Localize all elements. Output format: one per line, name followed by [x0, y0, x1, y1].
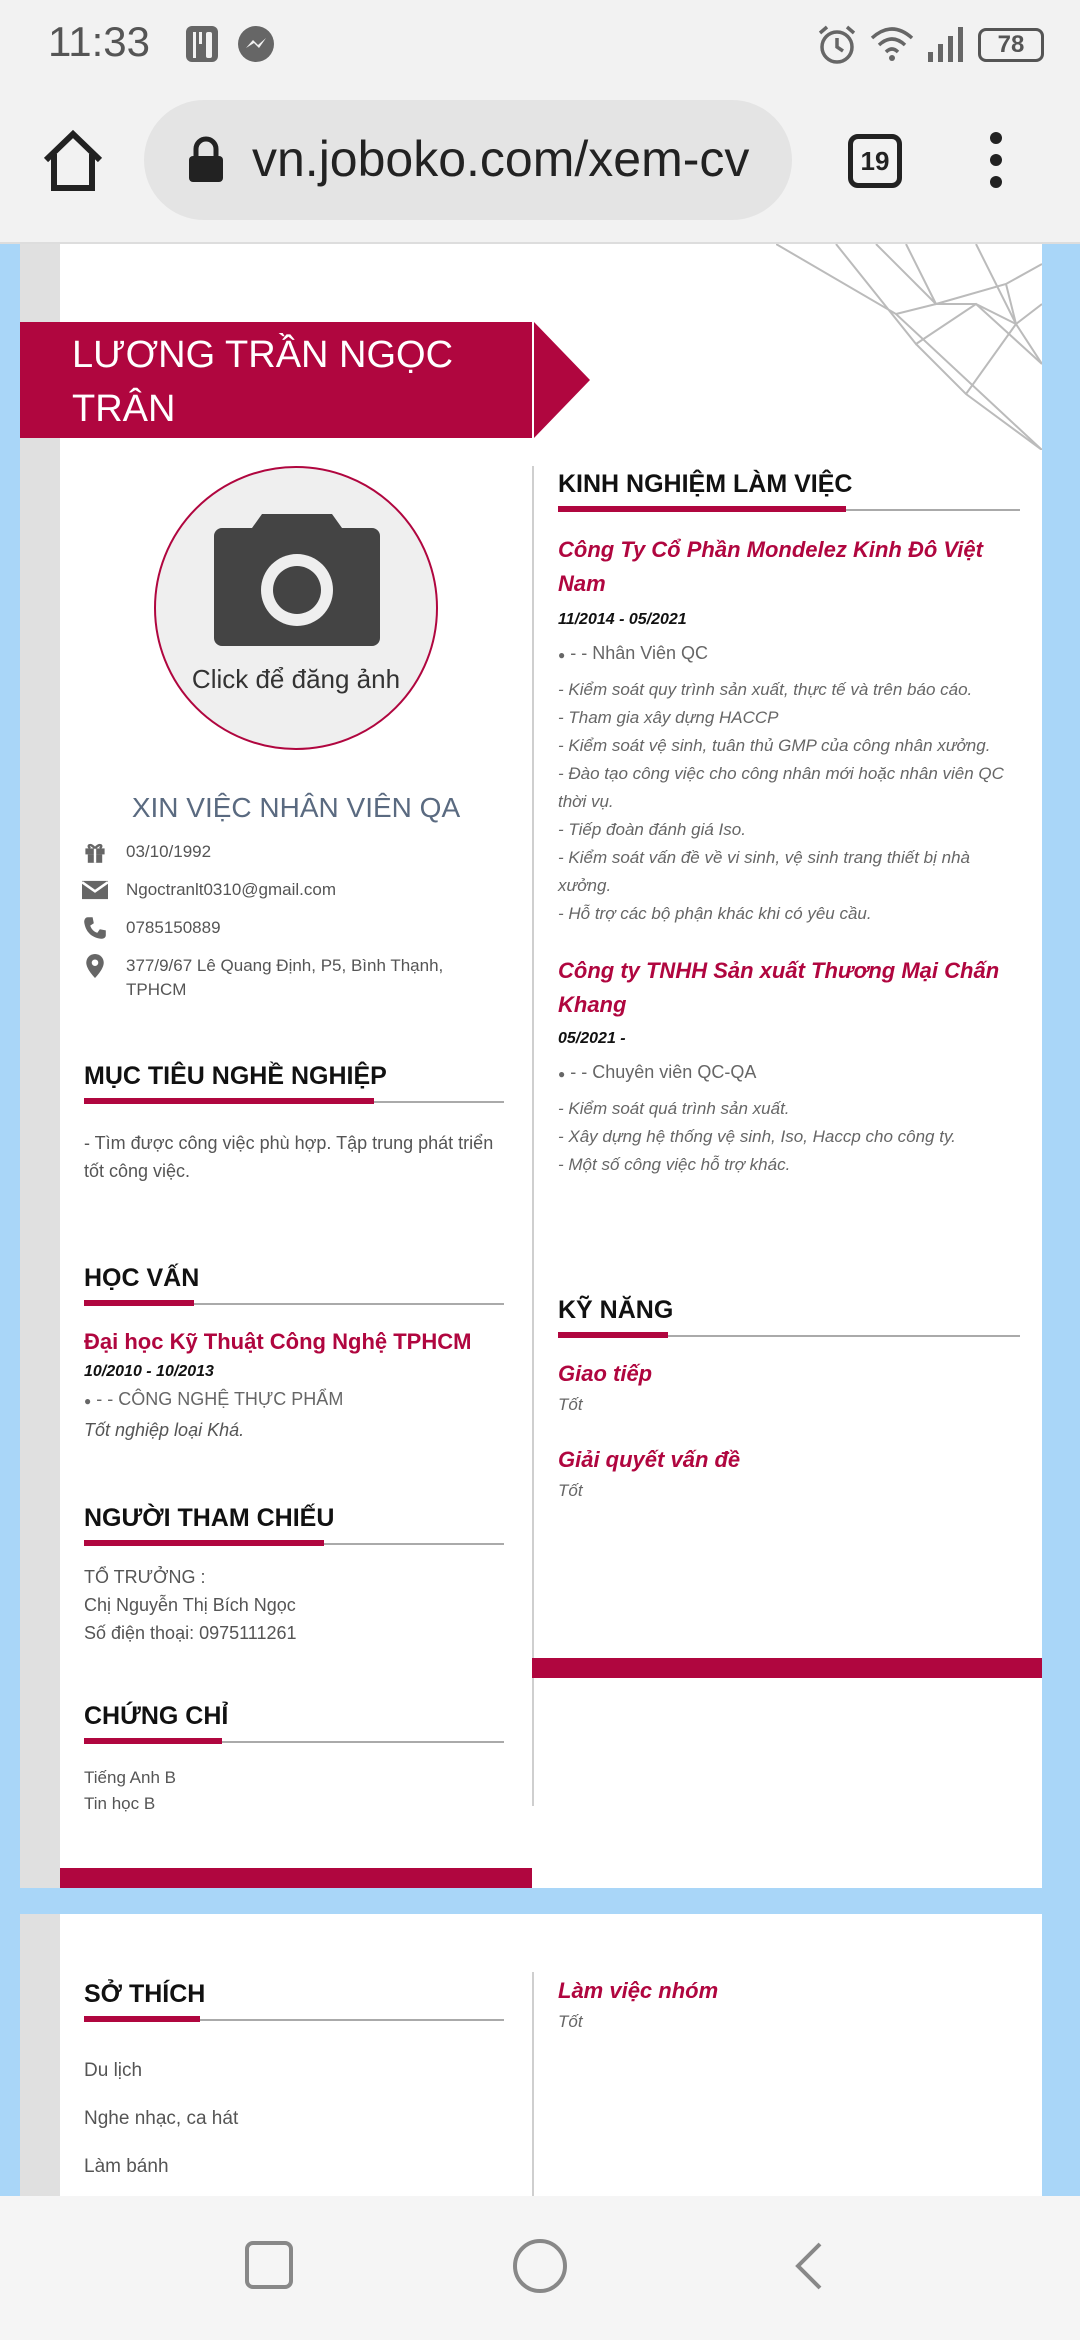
skill-level: Tốt [558, 1395, 583, 1414]
role-text: - - Chuyên viên QC-QA [570, 1062, 757, 1082]
duty-item: - Kiểm soát vệ sinh, tuân thủ GMP của công nhân xưởng. [558, 736, 991, 755]
phone-value: 0785150889 [126, 918, 221, 937]
phone-icon [82, 916, 108, 940]
contact-email [82, 878, 502, 902]
left-strip [20, 1914, 60, 2204]
certificates-list [84, 1765, 504, 1817]
accent-bar [532, 1658, 1042, 1678]
certificate-item: Tin học B [84, 1794, 156, 1813]
hobby-item: Nghe nhạc, ca hát [84, 2108, 239, 2129]
contact-address [82, 954, 502, 1002]
job-entry [558, 954, 1020, 1179]
duty-item: - Kiểm soát quá trình sản xuất. [558, 1099, 790, 1118]
experience-section [558, 470, 1020, 1179]
gift-icon [82, 840, 108, 864]
back-icon[interactable] [790, 2240, 826, 2292]
section-underline [84, 1303, 504, 1305]
contact-phone [82, 916, 502, 940]
camera-icon [212, 506, 382, 646]
url-text: vn.joboko.com/xem-cv [252, 131, 750, 187]
job-dates: 05/2021 - [558, 1030, 626, 1047]
job-role: ● - - Nhân Viên QC [558, 643, 708, 663]
job-duties [558, 676, 1020, 928]
certificates-heading: CHỨNG CHỈ [84, 1702, 229, 1730]
email-value: Ngoctranlt0310@gmail.com [126, 880, 337, 899]
objective-section [84, 1062, 504, 1185]
certificates-section [84, 1702, 504, 1817]
job-title: XIN VIỆC NHÂN VIÊN QA [131, 792, 461, 823]
section-underline [84, 1543, 504, 1545]
duty-item: - Tiếp đoàn đánh giá Iso. [558, 820, 746, 839]
column-divider [532, 466, 534, 1806]
education-major: ● - - CÔNG NGHỆ THỰC PHẨM [84, 1389, 344, 1409]
hobbies-list [84, 2047, 504, 2191]
reference-section [84, 1504, 504, 1647]
reference-heading: NGƯỜI THAM CHIẾU [84, 1504, 335, 1532]
name-banner-arrow [534, 322, 590, 438]
skill-name: Làm việc nhóm [558, 1978, 719, 2003]
cv-page-2 [20, 1914, 1042, 2204]
contact-birthday [82, 840, 502, 864]
job-dates: 11/2014 - 05/2021 [558, 611, 687, 628]
messenger-icon [236, 24, 276, 64]
envelope-icon [82, 878, 108, 902]
job-role: ● - - Chuyên viên QC-QA [558, 1062, 757, 1082]
avatar-upload-label: Click để đăng ảnh [191, 664, 401, 694]
address-bar[interactable] [144, 100, 792, 220]
cv-page [20, 244, 1042, 1888]
major-text: - - CÔNG NGHỆ THỰC PHẨM [96, 1389, 344, 1409]
certificate-item: Tiếng Anh B [84, 1768, 176, 1787]
address-value: 377/9/67 Lê Quang Định, P5, Bình Thạnh, TPHCM [126, 956, 444, 999]
objective-text: - Tìm được công việc phù hợp. Tập trung phát triển tốt công việc. [84, 1133, 494, 1181]
duty-item: - Xây dựng hệ thống vệ sinh, Iso, Haccp cho công ty. [558, 1127, 956, 1146]
duty-item: - Hỗ trợ các bộ phận khác khi có yêu cầu. [558, 904, 872, 923]
hobbies-heading: SỞ THÍCH [84, 1980, 206, 2008]
battery-indicator [978, 28, 1044, 62]
contact-list [82, 840, 502, 1016]
education-section [84, 1264, 504, 1444]
navigation-bar [0, 2196, 1080, 2340]
home-nav-icon[interactable] [512, 2238, 568, 2294]
company-name: Công ty TNHH Sản xuất Thương Mại Chấn Khang [558, 958, 1000, 1017]
education-dates: 10/2010 - 10/2013 [84, 1363, 214, 1380]
section-underline [84, 1101, 504, 1103]
section-underline [558, 1335, 1020, 1337]
wifi-icon [868, 24, 916, 64]
candidate-name: LƯƠNG TRẦN NGỌC TRÂN [72, 334, 454, 430]
company-name: Công Ty Cổ Phần Mondelez Kinh Đô Việt Nam [558, 537, 983, 596]
experience-heading: KINH NGHIỆM LÀM VIỆC [558, 470, 853, 498]
alarm-icon [816, 24, 858, 66]
avatar-upload[interactable] [154, 466, 438, 750]
section-underline [84, 2019, 504, 2021]
skill-name: Giao tiếp [558, 1361, 653, 1386]
left-strip [20, 244, 60, 1888]
map-pin-icon [82, 954, 108, 978]
more-options-icon[interactable] [988, 130, 1004, 190]
browser-toolbar [0, 90, 1080, 244]
skills-section [558, 1296, 1020, 1505]
name-banner [20, 322, 532, 438]
duty-item: - Kiểm soát vấn đề về vi sinh, vệ sinh trang thiết bị nhà xưởng. [558, 848, 971, 895]
hobbies-section [84, 1980, 504, 2191]
battery-level: 78 [997, 31, 1025, 58]
duty-item: - Một số công việc hỗ trợ khác. [558, 1155, 791, 1174]
restaurant-icon [184, 24, 220, 64]
education-heading: HỌC VẤN [84, 1264, 200, 1292]
recent-apps-icon[interactable] [244, 2240, 294, 2290]
role-text: - - Nhân Viên QC [570, 643, 708, 663]
status-bar [0, 0, 1080, 90]
tab-switcher-button[interactable] [848, 134, 902, 188]
duty-item: - Kiểm soát quy trình sản xuất, thực tế và trên báo cáo. [558, 680, 973, 699]
duty-item: - Đào tạo công việc cho công nhân mới hoặc nhân viên QC thời vụ. [558, 764, 1004, 811]
section-underline [84, 1741, 504, 1743]
skill-level: Tốt [558, 2012, 583, 2031]
home-icon[interactable] [40, 128, 106, 194]
lock-icon [186, 136, 226, 184]
skill-level: Tốt [558, 1481, 583, 1500]
birthday-value: 03/10/1992 [126, 842, 212, 861]
reference-line-2: Chị Nguyễn Thị Bích Ngọc [84, 1595, 296, 1615]
skills-continued [558, 1974, 1020, 2036]
web-page [0, 244, 1080, 2196]
skill-name: Giải quyết vấn đề [558, 1447, 741, 1472]
school-name: Đại học Kỹ Thuật Công Nghệ TPHCM [84, 1329, 472, 1354]
job-entry [558, 533, 1020, 928]
column-divider [532, 1972, 534, 2204]
skills-heading: KỸ NĂNG [558, 1296, 674, 1324]
tab-count: 19 [860, 145, 890, 176]
duty-item: - Tham gia xây dựng HACCP [558, 708, 779, 727]
geometric-decoration [776, 244, 1042, 450]
objective-heading: MỤC TIÊU NGHỀ NGHIỆP [84, 1062, 387, 1090]
reference-line-3: Số điện thoại: 0975111261 [84, 1623, 297, 1643]
reference-line-1: TỔ TRƯỞNG : [84, 1567, 206, 1587]
accent-bar [60, 1868, 532, 1888]
signal-icon [926, 24, 970, 64]
education-note: Tốt nghiệp loại Khá. [84, 1420, 245, 1440]
hobby-item: Du lịch [84, 2060, 143, 2081]
section-underline [558, 509, 1020, 511]
job-duties [558, 1095, 1020, 1179]
hobby-item: Làm bánh [84, 2156, 169, 2177]
status-time: 11:33 [48, 18, 150, 65]
